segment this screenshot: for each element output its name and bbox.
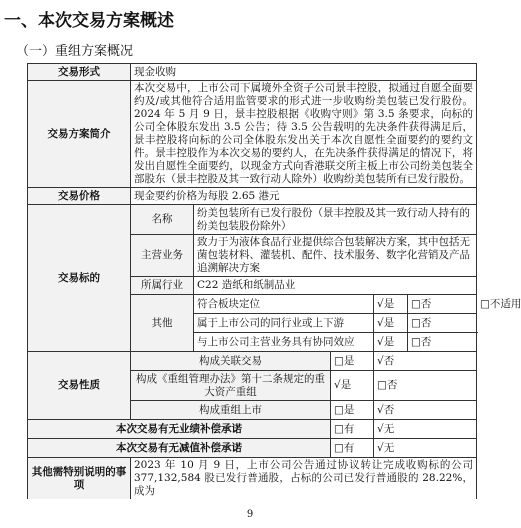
target-business-label: 主营业务 xyxy=(131,235,194,277)
nature-item-no: √否 xyxy=(374,401,477,420)
other-item-label: 符合板块定位 xyxy=(194,295,374,314)
special-notes-text: 2023 年 10 月 9 日，上市公司公告通过协议转让完成收购标的公司 377,132,584 股已发行普通股，占标的公司已发行普通股的 28.22%，成为 xyxy=(131,458,477,500)
nature-item-no: √否 xyxy=(374,352,477,371)
row-trade-intro xyxy=(28,81,477,188)
row-nature-1 xyxy=(28,352,477,371)
target-industry-label: 所属行业 xyxy=(131,277,194,295)
nature-item-yes: □是 xyxy=(331,401,374,420)
other-item-yes: √是 xyxy=(374,295,408,314)
target-name-label: 名称 xyxy=(131,205,194,235)
special-notes-label: 其他需特别说明的事项 xyxy=(28,458,131,500)
nature-item-yes: √是 xyxy=(331,371,374,401)
trade-form-label: 交易形式 xyxy=(28,64,131,81)
row-special-notes xyxy=(28,458,477,500)
row-other-1: 其他 符合板块定位 √是 □否 □不适用 xyxy=(28,295,477,314)
row-trade-form xyxy=(28,64,477,81)
subsection-heading: （一）重组方案概况 xyxy=(16,44,134,59)
other-item-yes: √是 xyxy=(374,333,408,352)
target-industry-value: C22 造纸和纸制品业 xyxy=(194,277,477,295)
trade-price-label: 交易价格 xyxy=(28,188,131,205)
performance-compensation-label: 本次交易有无业绩补偿承诺 xyxy=(28,420,331,439)
restructuring-summary-table xyxy=(27,63,521,499)
nature-item-label: 构成关联交易 xyxy=(131,352,331,371)
other-item-yes: √是 xyxy=(374,314,408,333)
impairment-compensation-no: √无 xyxy=(374,439,477,458)
other-item-label: 属于上市公司的同行业或上下游 xyxy=(194,314,374,333)
target-name-value: 纷美包装所有已发行股份（景丰控股及其一致行动人持有的纷美包装股份除外） xyxy=(194,205,477,235)
row-impairment-compensation xyxy=(28,439,477,458)
nature-item-label: 构成重组上市 xyxy=(131,401,331,420)
other-item-no: □否 xyxy=(408,314,477,333)
other-item-no: □否 xyxy=(408,333,477,352)
row-trade-price xyxy=(28,188,477,205)
trade-form-value: 现金收购 xyxy=(131,64,477,81)
nature-item-no: □否 xyxy=(374,371,477,401)
trade-target-label: 交易标的 xyxy=(28,205,131,352)
impairment-compensation-yes: □有 xyxy=(331,439,374,458)
section-heading: 一、本次交易方案概述 xyxy=(4,11,174,31)
trade-nature-label: 交易性质 xyxy=(28,352,131,420)
performance-compensation-yes: □有 xyxy=(331,420,374,439)
other-item-label: 与上市公司主营业务具有协同效应 xyxy=(194,333,374,352)
target-other-label: 其他 xyxy=(131,295,194,352)
row-performance-compensation xyxy=(28,420,477,439)
row-target-name xyxy=(28,205,477,235)
trade-intro-label: 交易方案简介 xyxy=(28,81,131,188)
impairment-compensation-label: 本次交易有无减值补偿承诺 xyxy=(28,439,331,458)
other-item-no: □否 xyxy=(408,295,477,314)
nature-item-yes: □是 xyxy=(331,352,374,371)
performance-compensation-no: √无 xyxy=(374,420,477,439)
page-number: 9 xyxy=(246,509,254,520)
target-business-value: 致力于为液体食品行业提供综合包装解决方案，其中包括无菌包装材料、灌装机、配件、技术服务、数字化营销及产品追溯解决方案 xyxy=(194,235,477,277)
nature-item-label: 构成《重组管理办法》第十二条规定的重大资产重组 xyxy=(131,371,331,401)
trade-price-value: 现金要约价格为每股 2.65 港元 xyxy=(131,188,477,205)
trade-intro-text: 本次交易中，上市公司下属境外全资子公司景丰控股，拟通过自愿全面要约及/或其他符合适用监管要求的形式进一步收购纷美包装已发行股份。2024 年 5 月 9 日，景丰控股根据《收购守则》第 3.5 条要求，向标的公司全体股东发出 3.5 公告；待 3.5 公告载明的先决条件获得满足后，景丰控股将向标的公司全体股东发出关于本次自愿性全面要约的要约文件。景丰控股作为本次交易的要约人，在先决条件获得满足的情况下，将发出自愿性全面要约，以现金方式向香港联交所主板上市公司纷美包装全部股东（景丰控股及其一致行动人除外）收购纷美包装所有已发行股份。 xyxy=(131,81,477,188)
